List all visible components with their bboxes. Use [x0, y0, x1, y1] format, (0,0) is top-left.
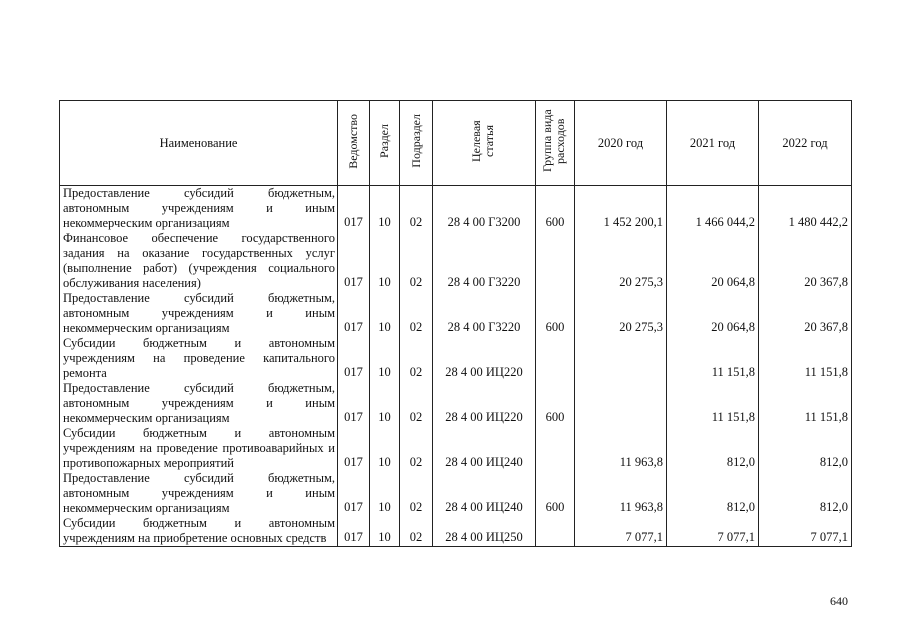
header-row	[60, 101, 852, 186]
table-row	[60, 291, 852, 336]
row-dept: 017	[338, 336, 370, 381]
page-number: 640	[830, 594, 848, 608]
row-2022: 812,0	[759, 426, 852, 471]
row-2021: 11 151,8	[667, 381, 759, 426]
budget-table	[59, 100, 852, 547]
row-name: Субсидии бюджетным и автономным учреждениям на проведение противоаварийных и противопожарных мероприятий	[60, 426, 338, 471]
header-group: Группа вида расходов	[536, 101, 575, 186]
row-target: 28 4 00 ИЦ220	[433, 336, 536, 381]
row-2020: 11 963,8	[575, 426, 667, 471]
row-dept: 017	[338, 426, 370, 471]
row-dept: 017	[338, 231, 370, 291]
row-2022: 7 077,1	[759, 516, 852, 547]
row-section: 10	[370, 516, 400, 547]
row-2021: 20 064,8	[667, 291, 759, 336]
row-name: Предоставление субсидий бюджетным, автономным учреждениям и иным некоммерческим организациям	[60, 186, 338, 232]
row-2021: 812,0	[667, 471, 759, 516]
row-subsection: 02	[400, 291, 433, 336]
row-2020: 20 275,3	[575, 231, 667, 291]
table-row	[60, 186, 852, 232]
row-name: Предоставление субсидий бюджетным, автономным учреждениям и иным некоммерческим организациям	[60, 471, 338, 516]
row-group	[536, 336, 575, 381]
row-2020	[575, 336, 667, 381]
row-2020: 20 275,3	[575, 291, 667, 336]
row-2021: 20 064,8	[667, 231, 759, 291]
header-dept: Ведомство	[338, 101, 370, 186]
row-2020	[575, 381, 667, 426]
row-target: 28 4 00 ИЦ220	[433, 381, 536, 426]
row-group	[536, 426, 575, 471]
row-target: 28 4 00 ИЦ240	[433, 426, 536, 471]
header-subsection: Подраздел	[400, 101, 433, 186]
table-row	[60, 231, 852, 291]
row-name: Предоставление субсидий бюджетным, автономным учреждениям и иным некоммерческим организациям	[60, 291, 338, 336]
row-2020: 11 963,8	[575, 471, 667, 516]
row-2021: 11 151,8	[667, 336, 759, 381]
row-section: 10	[370, 186, 400, 232]
row-dept: 017	[338, 186, 370, 232]
row-section: 10	[370, 336, 400, 381]
row-subsection: 02	[400, 381, 433, 426]
row-section: 10	[370, 426, 400, 471]
header-name: Наименование	[60, 101, 338, 186]
row-subsection: 02	[400, 516, 433, 547]
row-name: Предоставление субсидий бюджетным, автономным учреждениям и иным некоммерческим организациям	[60, 381, 338, 426]
row-2022: 20 367,8	[759, 231, 852, 291]
row-2020: 1 452 200,1	[575, 186, 667, 232]
row-target: 28 4 00 ИЦ240	[433, 471, 536, 516]
row-2021: 7 077,1	[667, 516, 759, 547]
row-subsection: 02	[400, 336, 433, 381]
row-2021: 1 466 044,2	[667, 186, 759, 232]
row-2021: 812,0	[667, 426, 759, 471]
row-2022: 812,0	[759, 471, 852, 516]
row-section: 10	[370, 381, 400, 426]
row-group	[536, 516, 575, 547]
row-section: 10	[370, 471, 400, 516]
row-target: 28 4 00 ИЦ250	[433, 516, 536, 547]
header-section: Раздел	[370, 101, 400, 186]
row-subsection: 02	[400, 231, 433, 291]
header-2022: 2022 год	[759, 101, 852, 186]
row-name: Субсидии бюджетным и автономным учреждениям на приобретение основных средств	[60, 516, 338, 547]
row-2022: 11 151,8	[759, 381, 852, 426]
row-subsection: 02	[400, 186, 433, 232]
row-2020: 7 077,1	[575, 516, 667, 547]
row-dept: 017	[338, 471, 370, 516]
header-target: Целевая статья	[433, 101, 536, 186]
header-2020: 2020 год	[575, 101, 667, 186]
table-row	[60, 381, 852, 426]
row-name: Субсидии бюджетным и автономным учреждениям на проведение капитального ремонта	[60, 336, 338, 381]
row-group: 600	[536, 471, 575, 516]
row-target: 28 4 00 Г3200	[433, 186, 536, 232]
table-row	[60, 336, 852, 381]
row-subsection: 02	[400, 426, 433, 471]
row-target: 28 4 00 Г3220	[433, 231, 536, 291]
row-section: 10	[370, 291, 400, 336]
row-dept: 017	[338, 516, 370, 547]
row-target: 28 4 00 Г3220	[433, 291, 536, 336]
row-group	[536, 231, 575, 291]
row-2022: 11 151,8	[759, 336, 852, 381]
row-group: 600	[536, 186, 575, 232]
row-group: 600	[536, 291, 575, 336]
row-2022: 20 367,8	[759, 291, 852, 336]
row-section: 10	[370, 231, 400, 291]
row-name: Финансовое обеспечение государственного задания на оказание государственных услуг (выполнение работ) (учреждения социального обслуживания населения)	[60, 231, 338, 291]
row-dept: 017	[338, 291, 370, 336]
row-subsection: 02	[400, 471, 433, 516]
header-2021: 2021 год	[667, 101, 759, 186]
row-dept: 017	[338, 381, 370, 426]
table-row	[60, 471, 852, 516]
row-group: 600	[536, 381, 575, 426]
table-row	[60, 426, 852, 471]
table-row	[60, 516, 852, 547]
row-2022: 1 480 442,2	[759, 186, 852, 232]
